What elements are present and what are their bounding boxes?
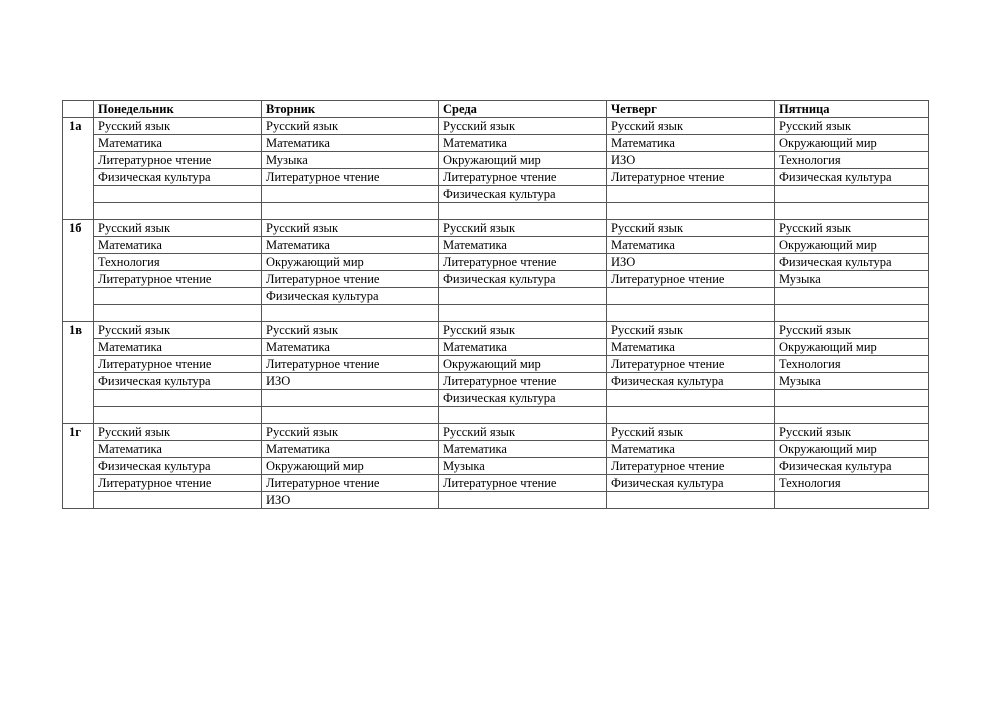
lesson-cell-friday: Технология (775, 356, 929, 373)
schedule-table (62, 100, 929, 509)
lesson-cell-friday: Технология (775, 475, 929, 492)
lesson-cell-thursday: Литературное чтение (607, 356, 775, 373)
table-row (63, 390, 929, 407)
lesson-cell-friday: Физическая культура (775, 169, 929, 186)
lesson-cell-thursday: ИЗО (607, 152, 775, 169)
lesson-cell-monday (94, 492, 262, 509)
lesson-cell-monday: Литературное чтение (94, 152, 262, 169)
lesson-cell-wednesday: Музыка (439, 458, 607, 475)
lesson-cell-tuesday: Математика (262, 135, 439, 152)
table-row (63, 339, 929, 356)
lesson-cell-tuesday: Музыка (262, 152, 439, 169)
lesson-cell-thursday: Литературное чтение (607, 271, 775, 288)
lesson-cell-friday: Музыка (775, 373, 929, 390)
table-row (63, 305, 929, 322)
lesson-cell-thursday (607, 390, 775, 407)
lesson-cell-thursday: Русский язык (607, 220, 775, 237)
lesson-cell-wednesday: Русский язык (439, 424, 607, 441)
lesson-cell-monday: Русский язык (94, 424, 262, 441)
lesson-cell-monday: Физическая культура (94, 373, 262, 390)
lesson-cell-tuesday: Математика (262, 441, 439, 458)
table-row (63, 237, 929, 254)
table-row (63, 152, 929, 169)
lesson-cell-friday: Технология (775, 152, 929, 169)
day-header-monday: Понедельник (94, 101, 262, 118)
table-row (63, 475, 929, 492)
lesson-cell-monday (94, 305, 262, 322)
lesson-cell-tuesday (262, 390, 439, 407)
lesson-cell-tuesday (262, 305, 439, 322)
lesson-cell-tuesday: Окружающий мир (262, 458, 439, 475)
lesson-cell-wednesday: Физическая культура (439, 271, 607, 288)
table-row (63, 186, 929, 203)
lesson-cell-monday (94, 390, 262, 407)
table-row (63, 356, 929, 373)
lesson-cell-tuesday: Литературное чтение (262, 169, 439, 186)
lesson-cell-friday: Физическая культура (775, 458, 929, 475)
lesson-cell-thursday: Русский язык (607, 424, 775, 441)
table-row (63, 441, 929, 458)
lesson-cell-thursday: ИЗО (607, 254, 775, 271)
lesson-cell-thursday: Литературное чтение (607, 458, 775, 475)
lesson-cell-tuesday: Русский язык (262, 424, 439, 441)
lesson-cell-monday (94, 288, 262, 305)
lesson-cell-monday: Русский язык (94, 322, 262, 339)
class-label: 1г (63, 424, 94, 509)
lesson-cell-monday: Математика (94, 237, 262, 254)
lesson-cell-wednesday: Физическая культура (439, 186, 607, 203)
table-row (63, 458, 929, 475)
lesson-cell-wednesday: Окружающий мир (439, 356, 607, 373)
lesson-cell-tuesday: ИЗО (262, 373, 439, 390)
lesson-cell-wednesday: Физическая культура (439, 390, 607, 407)
lesson-cell-wednesday: Математика (439, 237, 607, 254)
lesson-cell-monday: Литературное чтение (94, 475, 262, 492)
lesson-cell-thursday: Математика (607, 441, 775, 458)
table-row (63, 254, 929, 271)
lesson-cell-thursday: Русский язык (607, 322, 775, 339)
lesson-cell-friday: Музыка (775, 271, 929, 288)
schedule-header (63, 101, 929, 118)
lesson-cell-thursday: Математика (607, 339, 775, 356)
table-row (63, 288, 929, 305)
day-header-tuesday: Вторник (262, 101, 439, 118)
lesson-cell-friday: Окружающий мир (775, 135, 929, 152)
lesson-cell-monday (94, 407, 262, 424)
lesson-cell-tuesday: Литературное чтение (262, 356, 439, 373)
lesson-cell-friday (775, 203, 929, 220)
lesson-cell-wednesday: Математика (439, 135, 607, 152)
lesson-cell-wednesday: Литературное чтение (439, 373, 607, 390)
lesson-cell-friday (775, 186, 929, 203)
lesson-cell-thursday: Математика (607, 135, 775, 152)
lesson-cell-monday: Русский язык (94, 118, 262, 135)
lesson-cell-tuesday: Окружающий мир (262, 254, 439, 271)
day-header-thursday: Четверг (607, 101, 775, 118)
lesson-cell-thursday: Физическая культура (607, 475, 775, 492)
lesson-cell-friday: Русский язык (775, 322, 929, 339)
lesson-cell-friday: Русский язык (775, 424, 929, 441)
lesson-cell-thursday: Математика (607, 237, 775, 254)
lesson-cell-tuesday: Литературное чтение (262, 271, 439, 288)
lesson-cell-wednesday (439, 492, 607, 509)
lesson-cell-monday: Физическая культура (94, 458, 262, 475)
table-row (63, 492, 929, 509)
lesson-cell-monday: Технология (94, 254, 262, 271)
lesson-cell-thursday (607, 492, 775, 509)
lesson-cell-thursday (607, 407, 775, 424)
lesson-cell-tuesday (262, 407, 439, 424)
lesson-cell-tuesday: Литературное чтение (262, 475, 439, 492)
lesson-cell-wednesday: Математика (439, 339, 607, 356)
lesson-cell-monday: Математика (94, 441, 262, 458)
lesson-cell-friday: Окружающий мир (775, 237, 929, 254)
lesson-cell-friday (775, 305, 929, 322)
class-label: 1в (63, 322, 94, 424)
lesson-cell-friday: Окружающий мир (775, 339, 929, 356)
lesson-cell-wednesday: Математика (439, 441, 607, 458)
lesson-cell-thursday (607, 186, 775, 203)
lesson-cell-thursday: Литературное чтение (607, 169, 775, 186)
lesson-cell-wednesday: Окружающий мир (439, 152, 607, 169)
class-label: 1б (63, 220, 94, 322)
lesson-cell-thursday (607, 203, 775, 220)
lesson-cell-monday: Математика (94, 135, 262, 152)
lesson-cell-wednesday: Литературное чтение (439, 169, 607, 186)
lesson-cell-friday (775, 407, 929, 424)
lesson-cell-friday: Физическая культура (775, 254, 929, 271)
lesson-cell-tuesday: Русский язык (262, 322, 439, 339)
table-row (63, 373, 929, 390)
lesson-cell-friday: Русский язык (775, 220, 929, 237)
lesson-cell-friday: Русский язык (775, 118, 929, 135)
lesson-cell-tuesday (262, 203, 439, 220)
day-header-wednesday: Среда (439, 101, 607, 118)
lesson-cell-tuesday: Русский язык (262, 118, 439, 135)
table-row (63, 169, 929, 186)
lesson-cell-wednesday: Русский язык (439, 322, 607, 339)
lesson-cell-wednesday (439, 407, 607, 424)
lesson-cell-tuesday: Русский язык (262, 220, 439, 237)
lesson-cell-monday: Литературное чтение (94, 271, 262, 288)
table-row (63, 118, 929, 135)
lesson-cell-friday (775, 390, 929, 407)
class-label: 1а (63, 118, 94, 220)
day-header-friday: Пятница (775, 101, 929, 118)
lesson-cell-thursday (607, 288, 775, 305)
lesson-cell-monday: Математика (94, 339, 262, 356)
lesson-cell-tuesday: Математика (262, 237, 439, 254)
header-row (63, 101, 929, 118)
corner-cell (63, 101, 94, 118)
lesson-cell-tuesday (262, 186, 439, 203)
lesson-cell-thursday (607, 305, 775, 322)
table-row (63, 135, 929, 152)
lesson-cell-tuesday: Математика (262, 339, 439, 356)
lesson-cell-wednesday: Литературное чтение (439, 254, 607, 271)
lesson-cell-wednesday: Литературное чтение (439, 475, 607, 492)
lesson-cell-wednesday: Русский язык (439, 220, 607, 237)
schedule-body (63, 118, 929, 509)
lesson-cell-wednesday: Русский язык (439, 118, 607, 135)
table-row (63, 424, 929, 441)
lesson-cell-wednesday (439, 203, 607, 220)
lesson-cell-friday: Окружающий мир (775, 441, 929, 458)
table-row (63, 322, 929, 339)
lesson-cell-monday: Литературное чтение (94, 356, 262, 373)
lesson-cell-tuesday: ИЗО (262, 492, 439, 509)
lesson-cell-monday: Физическая культура (94, 169, 262, 186)
lesson-cell-friday (775, 288, 929, 305)
table-row (63, 407, 929, 424)
lesson-cell-monday: Русский язык (94, 220, 262, 237)
table-row (63, 220, 929, 237)
lesson-cell-thursday: Физическая культура (607, 373, 775, 390)
table-row (63, 203, 929, 220)
lesson-cell-friday (775, 492, 929, 509)
lesson-cell-monday (94, 186, 262, 203)
lesson-cell-monday (94, 203, 262, 220)
lesson-cell-wednesday (439, 305, 607, 322)
lesson-cell-tuesday: Физическая культура (262, 288, 439, 305)
lesson-cell-thursday: Русский язык (607, 118, 775, 135)
table-row (63, 271, 929, 288)
lesson-cell-wednesday (439, 288, 607, 305)
